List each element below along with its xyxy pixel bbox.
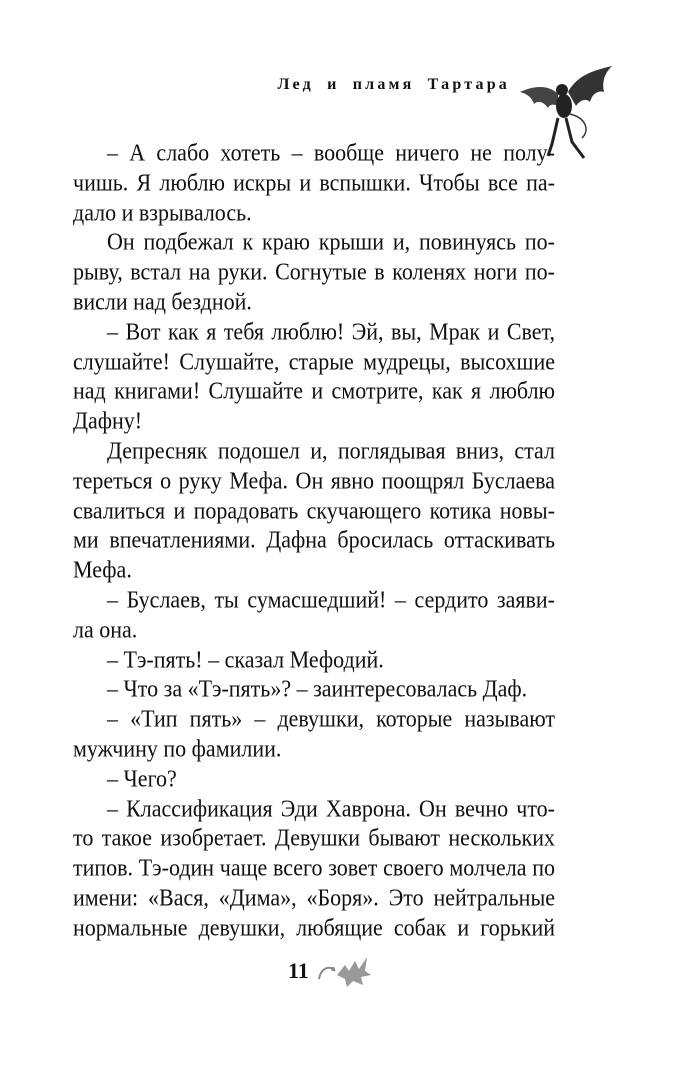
text-line: свалиться и порадовать скучающего котика новы- — [73, 496, 555, 524]
book-text — [73, 138, 555, 943]
text-line: имени: «Вася, «Дима», «Боря». Это нейтральные — [73, 883, 555, 911]
text-line: дало и взрывалось. — [73, 198, 252, 226]
text-line: – Классификация Эди Хаврона. Он вечно что- — [107, 794, 555, 822]
text-line: – Тэ-пять! – сказал Мефодий. — [107, 645, 384, 673]
text-line: типов. Тэ-один чаще всего зовет своего молчела по — [73, 854, 555, 882]
text-line: висли над бездной. — [73, 287, 252, 315]
text-line: – Буслаев, ты сумасшедший! – сердито заяви- — [107, 585, 555, 613]
holly-flourish-icon — [315, 953, 375, 989]
text-line: – Что за «Тэ-пять»? – заинтересовалась Даф. — [107, 675, 528, 703]
text-line: тереться о руку Мефа. Он явно поощрял Буслаева — [73, 466, 555, 494]
text-line: Дафну! — [73, 407, 143, 435]
text-line: – А слабо хотеть – вообще ничего не полу- — [107, 138, 555, 166]
text-line: слушайте! Слушайте, старые мудрецы, высохшие — [73, 347, 555, 375]
text-line: Депресняк подошел и, поглядывая вниз, стал — [107, 436, 555, 464]
text-line: мужчину по фамилии. — [73, 734, 282, 762]
text-line: Мефа. — [73, 556, 132, 584]
text-line: – Вот как я тебя люблю! Эй, вы, Мрак и Свет, — [107, 317, 555, 345]
text-line: ми впечатлениями. Дафна бросилась оттаскивать — [73, 526, 555, 554]
text-line: – «Тип пять» – девушки, которые называют — [107, 705, 555, 733]
text-line: то такое изобретает. Девушки бывают нескольких — [73, 824, 555, 852]
page-number: 11 — [288, 958, 309, 983]
text-line: чишь. Я люблю искры и вспышки. Чтобы все па- — [73, 168, 555, 196]
text-line: над книгами! Слушайте и смотрите, как я люблю — [73, 377, 555, 405]
text-line: – Чего? — [107, 764, 177, 792]
text-line: нормальные девушки, любящие собак и горький — [73, 913, 555, 941]
text-line: рыву, встал на руки. Согнутые в коленях ноги по- — [73, 258, 555, 286]
page-footer — [288, 953, 375, 989]
running-title: Лед и пламя Тартара — [277, 76, 510, 93]
text-line: ла она. — [73, 615, 138, 643]
text-line: Он подбежал к краю крыши и, повинуясь по- — [107, 228, 555, 256]
